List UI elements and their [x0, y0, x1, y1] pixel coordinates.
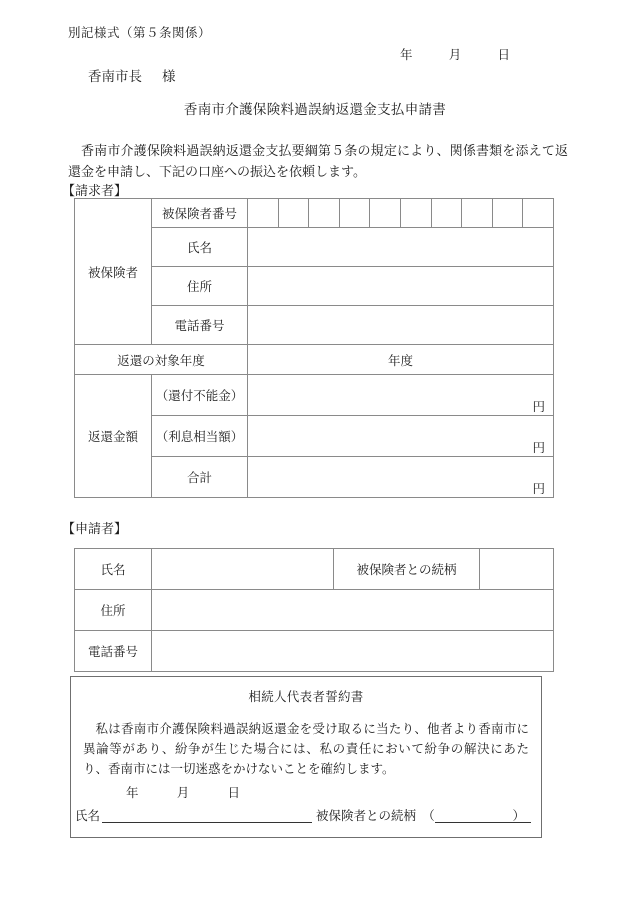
pledge-box: [70, 676, 542, 838]
applicant-relation-value[interactable]: [480, 549, 554, 590]
pledge-relation-input[interactable]: [435, 808, 531, 823]
pledge-date-year-label: 年: [126, 786, 139, 800]
applicant-table: [74, 548, 554, 672]
insured-number-digit-10[interactable]: [523, 199, 554, 228]
refund-row-value-0[interactable]: [248, 375, 554, 416]
refund-amount-label: 返還金額: [75, 375, 152, 498]
pledge-name-input[interactable]: [102, 808, 312, 823]
pledge-name-label: 氏名: [75, 809, 101, 823]
pledge-title: 相続人代表者誓約書: [248, 690, 364, 704]
date-day-label: 日: [497, 48, 511, 62]
applicant-tel-value[interactable]: [152, 631, 554, 672]
insured-number-label: 被保険者番号: [152, 199, 248, 228]
intro-paragraph: 香南市介護保険料過誤納返還金支払要綱第５条の規定により、関係書類を添えて返還金を申請し、下記の口座への振込を依頼します。: [68, 143, 568, 179]
pledge-body: 私は香南市介護保険料過誤納返還金を受け取るに当たり、他者より香南市に異論等があり、紛争が生じた場合には、私の責任において紛争の解決にあたり、香南市には一切迷惑をかけないことを確約します。: [83, 722, 529, 776]
form-number: 別記様式（第５条関係）: [68, 26, 212, 40]
applicant-tel-label: 電話番号: [75, 631, 152, 672]
insured-number-digit-9[interactable]: [492, 199, 523, 228]
claimant-table: [74, 198, 554, 498]
refund-row-label-1: （利息相当額）: [152, 416, 248, 457]
insured-number-digit-7[interactable]: [431, 199, 462, 228]
refund-row-unit-1: 円: [532, 440, 545, 455]
table-row: [75, 375, 554, 416]
refund-row-label-2: 合計: [152, 457, 248, 498]
insured-address-label: 住所: [152, 267, 248, 306]
refund-row-unit-2: 円: [532, 481, 545, 496]
pledge-relation-label: 被保険者との続柄 （: [316, 809, 435, 823]
applicant-name-value[interactable]: [152, 549, 334, 590]
addressee-name: 香南市長: [88, 69, 142, 84]
addressee-honorific: 様: [162, 69, 176, 84]
insured-number-digit-3[interactable]: [309, 199, 340, 228]
table-row: [75, 590, 554, 631]
insured-tel-label: 電話番号: [152, 306, 248, 345]
refund-row-value-2[interactable]: [248, 457, 554, 498]
table-row: [75, 199, 554, 228]
insured-tel-value[interactable]: [248, 306, 554, 345]
page-title: 香南市介護保険料過誤納返還金支払申請書: [183, 102, 447, 117]
insured-number-digit-6[interactable]: [400, 199, 431, 228]
pledge-signature-line: [75, 806, 531, 824]
refund-row-label-0: （還付不能金）: [152, 375, 248, 416]
pledge-relation-close-paren: ）: [512, 809, 525, 823]
insured-person-label: 被保険者: [75, 199, 152, 345]
insured-address-value[interactable]: [248, 267, 554, 306]
insured-number-digit-5[interactable]: [370, 199, 401, 228]
applicant-name-label: 氏名: [75, 549, 152, 590]
insured-number-digit-8[interactable]: [462, 199, 493, 228]
insured-name-label: 氏名: [152, 228, 248, 267]
applicant-relation-label: 被保険者との続柄: [334, 549, 480, 590]
refund-row-unit-0: 円: [532, 399, 545, 414]
pledge-date-line: [126, 783, 541, 801]
pledge-date-month-label: 月: [176, 786, 190, 800]
target-year-value[interactable]: 年度: [248, 345, 554, 375]
insured-name-value[interactable]: [248, 228, 554, 267]
applicant-address-label: 住所: [75, 590, 152, 631]
date-month-label: 月: [448, 48, 462, 62]
table-row: [75, 549, 554, 590]
section-label-applicant: 【申請者】: [62, 521, 128, 536]
insured-number-digit-2[interactable]: [278, 199, 309, 228]
date-line: [400, 45, 510, 63]
applicant-address-value[interactable]: [152, 590, 554, 631]
insured-number-digit-1[interactable]: [248, 199, 279, 228]
target-year-label: 返還の対象年度: [75, 345, 248, 375]
table-row: [75, 345, 554, 375]
section-label-claimant: 【請求者】: [62, 183, 128, 198]
pledge-date-day-label: 日: [227, 786, 241, 800]
addressee-line: [88, 65, 176, 85]
insured-number-digit-4[interactable]: [339, 199, 370, 228]
refund-row-value-1[interactable]: [248, 416, 554, 457]
table-row: [75, 631, 554, 672]
date-year-label: 年: [400, 48, 413, 62]
